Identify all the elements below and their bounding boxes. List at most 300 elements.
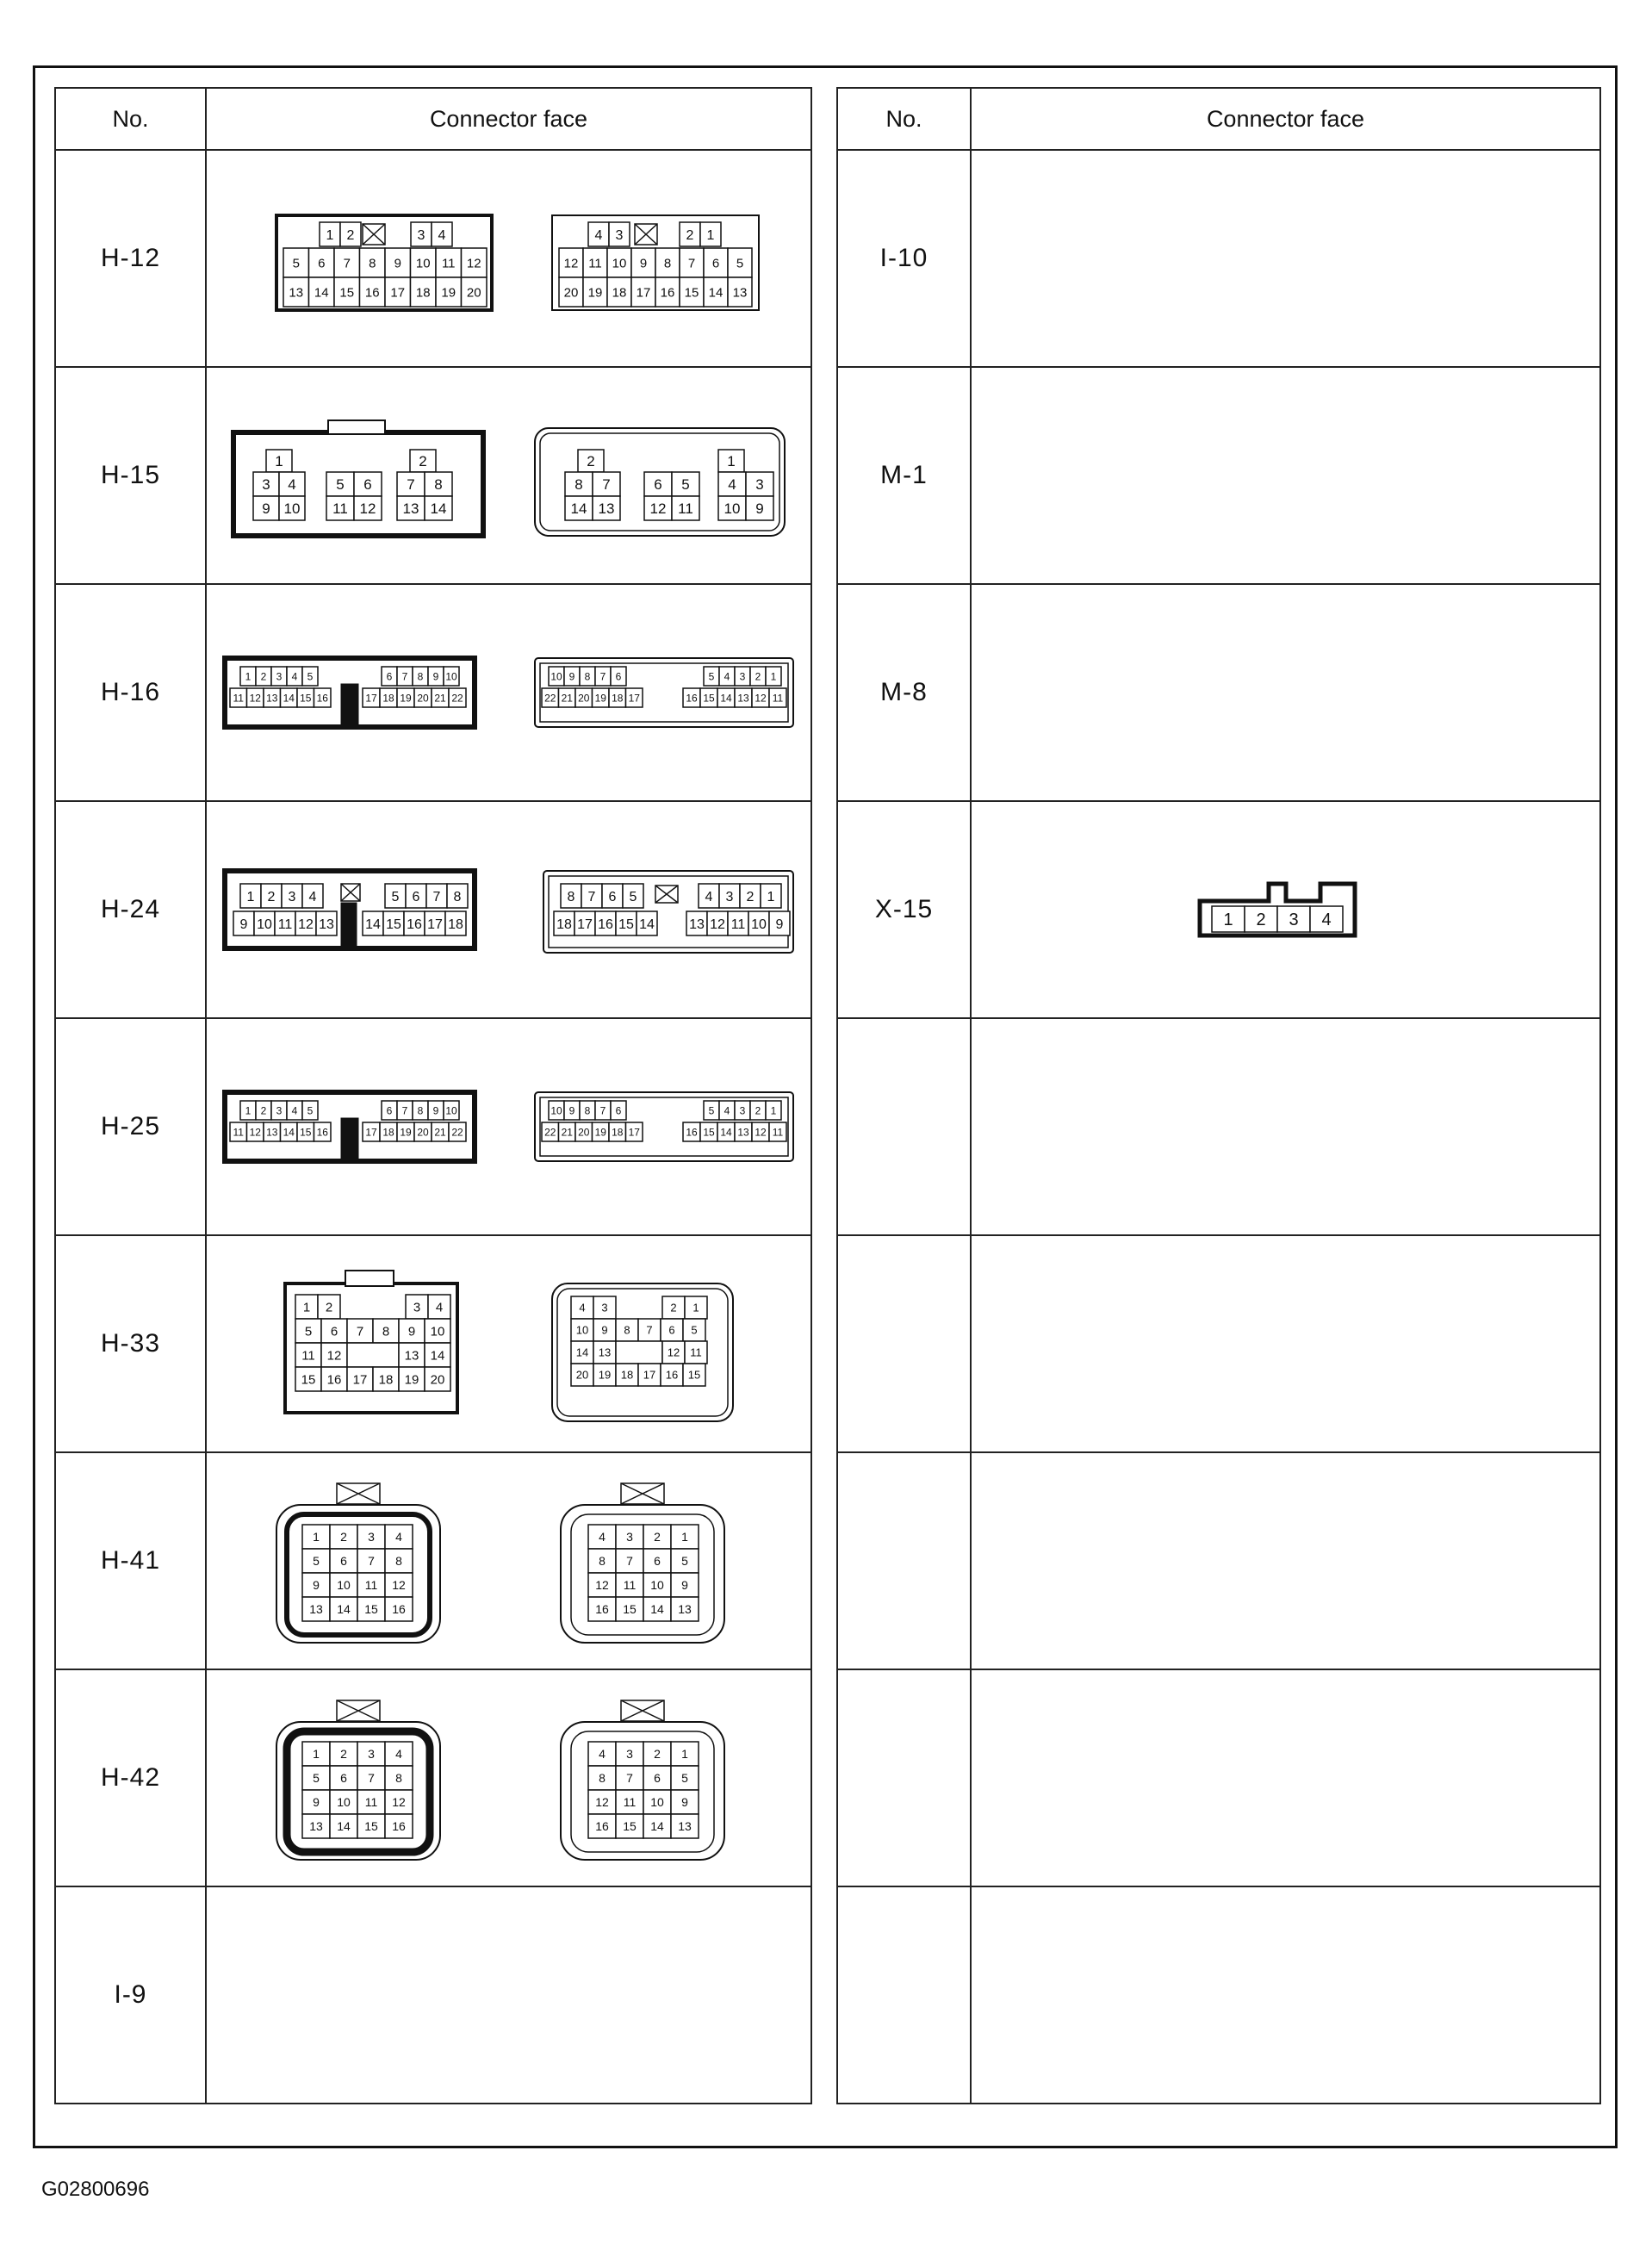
pin-number: 15 [687, 1368, 700, 1382]
table-row [837, 1886, 1600, 2104]
pin-number: 6 [363, 476, 372, 494]
pin-number: 9 [755, 500, 764, 518]
pin-number: 2 [686, 227, 693, 243]
pin-number: 12 [563, 256, 578, 271]
pin-number: 16 [391, 1602, 406, 1617]
pin-number: 10 [550, 670, 562, 683]
pin-number: 18 [382, 1126, 394, 1139]
pin-number: 3 [261, 476, 270, 494]
pin-number: 7 [406, 476, 415, 494]
pin-number: 14 [283, 692, 295, 705]
pin-number: 1 [706, 227, 714, 243]
pin-number: 9 [680, 1578, 688, 1593]
page-frame [33, 65, 1618, 2148]
pin-number: 6 [608, 889, 616, 904]
connector-face-cell [971, 367, 1600, 584]
pin-number: 6 [317, 256, 325, 271]
pin-number: 13 [598, 1346, 611, 1359]
pin-number: 19 [594, 692, 606, 705]
pin-number: 5 [680, 476, 690, 494]
pin-number: 7 [432, 889, 440, 904]
pin-number: 14 [283, 1126, 295, 1139]
pin-number: 9 [568, 1104, 574, 1117]
pin-number: 4 [598, 1530, 606, 1544]
pin-number: 7 [599, 1104, 606, 1117]
pin-number: 8 [417, 670, 423, 683]
pin-number: 12 [249, 692, 261, 705]
pin-number: 12 [754, 692, 767, 705]
pin-number: 2 [260, 1104, 266, 1117]
connector-h42 [242, 1692, 776, 1864]
pin-number: 9 [432, 670, 438, 683]
connector-number [837, 1669, 971, 1886]
pin-number: 5 [312, 1771, 320, 1786]
pin-number: 4 [291, 670, 297, 683]
pin-number: 11 [623, 1795, 636, 1810]
connector-face-cell [971, 1669, 1600, 1886]
pin-number: 11 [772, 692, 783, 705]
pin-number: 9 [312, 1578, 320, 1593]
pin-number: 13 [402, 500, 419, 518]
connector-number [837, 1452, 971, 1669]
pin-number: 17 [636, 285, 650, 301]
connector-h33 [251, 1262, 767, 1426]
pin-number: 8 [574, 476, 583, 494]
pin-number: 19 [440, 285, 456, 301]
pin-number: 10 [649, 1578, 664, 1593]
pin-number: 13 [288, 285, 303, 301]
pin-number: 2 [339, 1530, 347, 1544]
connector-number: H-15 [55, 367, 206, 584]
pin-number: 1 [767, 889, 774, 904]
pin-number: 11 [364, 1795, 377, 1810]
pin-number: 5 [304, 1324, 312, 1339]
connector-number: I-9 [55, 1886, 206, 2104]
pin-number: 5 [307, 1104, 313, 1117]
pin-number: 6 [653, 476, 662, 494]
pin-number: 9 [312, 1795, 320, 1810]
pin-number: 5 [335, 476, 345, 494]
pin-number: 11 [364, 1578, 377, 1593]
pin-number: 3 [600, 1301, 608, 1314]
pin-number: 9 [639, 256, 647, 271]
pin-number: 13 [688, 917, 705, 932]
table-row [837, 584, 1600, 801]
pin-number: 1 [326, 227, 333, 243]
pin-number: 11 [233, 692, 244, 705]
pin-number: 9 [432, 1104, 438, 1117]
pin-number: 7 [356, 1324, 363, 1339]
pin-number: 22 [450, 692, 463, 705]
pin-number: 1 [692, 1301, 699, 1314]
pin-number: 19 [598, 1368, 611, 1382]
pin-number: 4 [308, 889, 316, 904]
pin-number: 9 [568, 670, 574, 683]
pin-number: 8 [394, 1554, 402, 1569]
pin-number: 8 [394, 1771, 402, 1786]
pin-number: 11 [277, 917, 292, 932]
pin-number: 18 [378, 1372, 393, 1388]
pin-number: 6 [386, 1104, 392, 1117]
pin-number: 8 [623, 1323, 630, 1337]
pin-number: 20 [575, 1368, 588, 1382]
pin-number: 22 [543, 692, 556, 705]
pin-number: 5 [680, 1554, 688, 1569]
table-row [837, 1452, 1600, 1669]
pin-number: 2 [1255, 910, 1266, 930]
pin-number: 3 [755, 476, 764, 494]
pin-number: 13 [677, 1819, 692, 1834]
pin-number: 12 [297, 917, 314, 932]
pin-number: 1 [245, 1104, 251, 1117]
pin-number: 18 [612, 285, 626, 301]
connector-h16 [216, 637, 802, 749]
connector-number: H-42 [55, 1669, 206, 1886]
table-row [55, 1018, 811, 1235]
pin-number: 22 [450, 1126, 463, 1139]
pin-number: 14 [649, 1819, 664, 1834]
pin-number: 11 [772, 1126, 783, 1139]
pin-number: 4 [394, 1747, 402, 1762]
pin-number: 15 [363, 1819, 378, 1834]
pin-number: 10 [336, 1795, 351, 1810]
pin-number: 10 [550, 1104, 562, 1117]
pin-number: 16 [364, 285, 380, 301]
pin-number: 14 [314, 285, 329, 301]
pin-number: 17 [364, 692, 377, 705]
pin-number: 2 [755, 1104, 761, 1117]
pin-number: 13 [318, 917, 334, 932]
table-row [55, 1669, 811, 1886]
pin-number: 12 [391, 1795, 406, 1810]
pin-number: 10 [612, 256, 626, 271]
pin-number: 17 [426, 917, 443, 932]
connector-x15 [1191, 867, 1381, 953]
pin-number: 22 [543, 1126, 556, 1139]
pin-number: 20 [430, 1372, 444, 1388]
pin-number: 11 [301, 1348, 315, 1364]
pin-number: 9 [261, 500, 270, 518]
pin-number: 18 [556, 917, 572, 932]
pin-number: 14 [336, 1819, 351, 1834]
pin-number: 12 [709, 917, 725, 932]
pin-number: 18 [611, 1126, 623, 1139]
pin-number: 15 [702, 1126, 715, 1139]
pin-number: 1 [680, 1530, 688, 1544]
connector-face-header: Connector face [971, 88, 1600, 150]
pin-number: 7 [625, 1554, 633, 1569]
pin-number: 1 [770, 670, 776, 683]
pin-number: 14 [364, 917, 381, 932]
connector-face-cell [206, 1235, 811, 1452]
pin-number: 11 [441, 256, 456, 271]
pin-number: 4 [598, 1747, 606, 1762]
pin-number: 20 [577, 692, 589, 705]
pin-number: 4 [438, 227, 445, 243]
table-row [837, 801, 1600, 1018]
pin-number: 6 [339, 1771, 347, 1786]
pin-number: 4 [435, 1300, 443, 1315]
center-key [341, 684, 358, 727]
pin-number: 1 [312, 1747, 320, 1762]
connector-face-cell [971, 150, 1600, 367]
table-row [55, 1452, 811, 1669]
pin-number: 16 [316, 692, 328, 705]
pin-number: 4 [705, 889, 712, 904]
pin-number: 20 [563, 285, 578, 301]
pin-number: 4 [724, 1104, 730, 1117]
table-row [55, 801, 811, 1018]
connector-number [837, 1886, 971, 2104]
pin-number: 6 [668, 1323, 675, 1337]
connector-face-cell [206, 584, 811, 801]
pin-number: 1 [246, 889, 254, 904]
table-row [55, 367, 811, 584]
pin-number: 1 [770, 1104, 776, 1117]
pin-number: 16 [685, 692, 698, 705]
pin-number: 6 [711, 256, 719, 271]
pin-number: 14 [336, 1602, 351, 1617]
pin-number: 3 [625, 1530, 633, 1544]
pin-number: 1 [1222, 910, 1233, 930]
pin-number: 10 [444, 670, 457, 683]
pin-number: 16 [594, 1602, 609, 1617]
pin-number: 8 [584, 670, 590, 683]
pin-number: 14 [719, 1126, 732, 1139]
pin-number: 20 [416, 1126, 429, 1139]
center-key [341, 1118, 358, 1161]
pin-number: 6 [615, 1104, 621, 1117]
pin-number: 8 [567, 889, 574, 904]
pin-number: 8 [433, 476, 443, 494]
pin-number: 1 [312, 1530, 320, 1544]
pin-number: 6 [386, 670, 392, 683]
pin-number: 20 [466, 285, 481, 301]
table-row [837, 1018, 1600, 1235]
pin-number: 20 [416, 692, 429, 705]
connector-h15 [225, 407, 793, 544]
pin-number: 2 [653, 1747, 661, 1762]
pin-number: 7 [687, 256, 695, 271]
connector-number: H-24 [55, 801, 206, 1018]
pin-number: 7 [343, 256, 351, 271]
pin-number: 13 [265, 692, 277, 705]
pin-number: 9 [394, 256, 401, 271]
pin-number: 16 [391, 1819, 406, 1834]
pin-number: 15 [299, 692, 311, 705]
pin-number: 8 [417, 1104, 423, 1117]
pin-number: 4 [1320, 910, 1332, 930]
pin-number: 7 [601, 476, 611, 494]
pin-number: 3 [276, 670, 282, 683]
pin-number: 13 [677, 1602, 692, 1617]
pin-number: 13 [732, 285, 747, 301]
pin-number: 18 [611, 692, 623, 705]
pin-number: 2 [746, 889, 754, 904]
pin-number: 15 [618, 917, 634, 932]
table-row [837, 150, 1600, 367]
pin-number: 7 [599, 670, 606, 683]
pin-number: 4 [594, 227, 602, 243]
pin-number: 14 [570, 500, 587, 518]
pin-number: 5 [629, 889, 637, 904]
pin-number: 12 [326, 1348, 341, 1364]
pin-number: 12 [466, 256, 481, 271]
no-header: No. [837, 88, 971, 150]
connector-number: H-12 [55, 150, 206, 367]
latch [345, 1271, 394, 1286]
pin-number: 7 [625, 1771, 633, 1786]
pin-number: 5 [708, 670, 714, 683]
pin-number: 3 [725, 889, 733, 904]
pin-number: 19 [404, 1372, 419, 1388]
pin-number: 10 [336, 1578, 351, 1593]
connector-h24 [216, 849, 802, 970]
connector-face-cell [971, 1452, 1600, 1669]
connector-number: H-41 [55, 1452, 206, 1669]
pin-number: 13 [736, 1126, 749, 1139]
pin-number: 2 [260, 670, 266, 683]
pin-number: 17 [628, 692, 640, 705]
pin-number: 5 [690, 1323, 698, 1337]
pin-number: 8 [382, 1324, 389, 1339]
pin-number: 9 [407, 1324, 415, 1339]
header-row [837, 88, 1600, 150]
pin-number: 12 [649, 500, 666, 518]
pin-number: 15 [338, 285, 354, 301]
latch [328, 420, 385, 434]
pin-number: 5 [307, 670, 313, 683]
pin-number: 12 [359, 500, 376, 518]
pin-number: 2 [325, 1300, 332, 1315]
pin-number: 14 [575, 1346, 588, 1359]
pin-number: 17 [352, 1372, 367, 1388]
connector-number: H-16 [55, 584, 206, 801]
pin-number: 21 [433, 1126, 446, 1139]
pin-number: 6 [653, 1554, 661, 1569]
pin-number: 10 [649, 1795, 664, 1810]
pin-number: 6 [339, 1554, 347, 1569]
pin-number: 3 [615, 227, 623, 243]
pin-number: 17 [364, 1126, 377, 1139]
pin-number: 6 [330, 1324, 338, 1339]
pin-number: 9 [600, 1323, 608, 1337]
pin-number: 2 [653, 1530, 661, 1544]
pin-number: 11 [332, 500, 348, 518]
pin-number: 14 [649, 1602, 664, 1617]
pin-number: 10 [256, 917, 272, 932]
pin-number: 16 [665, 1368, 678, 1382]
pin-number: 16 [685, 1126, 698, 1139]
table-row [55, 150, 811, 367]
pin-number: 13 [308, 1602, 323, 1617]
pin-number: 16 [326, 1372, 341, 1388]
pin-number: 18 [382, 692, 394, 705]
pin-number: 15 [385, 917, 401, 932]
pin-number: 13 [308, 1819, 323, 1834]
pin-number: 12 [667, 1346, 680, 1359]
pin-number: 3 [367, 1530, 375, 1544]
pin-number: 16 [316, 1126, 328, 1139]
pin-number: 19 [587, 285, 602, 301]
pin-number: 21 [561, 692, 573, 705]
pin-number: 3 [1288, 910, 1299, 930]
pin-number: 5 [680, 1771, 688, 1786]
pin-number: 4 [291, 1104, 297, 1117]
table-row [837, 1235, 1600, 1452]
table-row [55, 1235, 811, 1452]
pin-number: 15 [301, 1372, 315, 1388]
connector-number [837, 1235, 971, 1452]
pin-number: 11 [677, 500, 693, 518]
pin-number: 10 [415, 256, 431, 271]
pin-number: 16 [660, 285, 674, 301]
pin-number: 10 [724, 500, 740, 518]
pin-number: 5 [391, 889, 399, 904]
pin-number: 3 [417, 227, 425, 243]
pin-number: 3 [625, 1747, 633, 1762]
pin-number: 3 [367, 1747, 375, 1762]
pin-number: 8 [368, 256, 376, 271]
pin-number: 12 [594, 1578, 609, 1593]
pin-number: 3 [288, 889, 295, 904]
pin-number: 5 [736, 256, 743, 271]
connector-face-cell [206, 1018, 811, 1235]
pin-number: 6 [653, 1771, 661, 1786]
connector-face-cell [206, 801, 811, 1018]
connector-face-cell [206, 1886, 811, 2104]
pin-number: 2 [339, 1747, 347, 1762]
pin-number: 21 [561, 1126, 573, 1139]
pin-number: 1 [726, 453, 736, 470]
pin-number: 15 [622, 1819, 637, 1834]
pin-number: 4 [287, 476, 296, 494]
pin-number: 8 [663, 256, 671, 271]
pin-number: 6 [412, 889, 419, 904]
connector-face-cell [971, 801, 1600, 1018]
pin-number: 12 [249, 1126, 261, 1139]
pin-number: 20 [577, 1126, 589, 1139]
pin-number: 1 [245, 670, 251, 683]
connector-face-cell [971, 1018, 1600, 1235]
pin-number: 13 [404, 1348, 419, 1364]
pin-number: 10 [575, 1323, 588, 1337]
table-row [55, 584, 811, 801]
connector-face-cell [206, 1452, 811, 1669]
pin-number: 4 [724, 670, 730, 683]
connector-table-right [836, 87, 1601, 2104]
pin-number: 17 [628, 1126, 640, 1139]
pin-number: 21 [433, 692, 446, 705]
pin-number: 15 [299, 1126, 311, 1139]
pin-number: 2 [267, 889, 275, 904]
connector-number: I-10 [837, 150, 971, 367]
connector-h12 [242, 198, 776, 319]
pin-number: 13 [265, 1126, 277, 1139]
table-row [55, 1886, 811, 2104]
pin-number: 15 [622, 1602, 637, 1617]
pin-number: 14 [430, 500, 446, 518]
pin-number: 12 [391, 1578, 406, 1593]
pin-number: 18 [620, 1368, 633, 1382]
pin-number: 2 [418, 453, 427, 470]
pin-number: 4 [578, 1301, 586, 1314]
pin-number: 8 [598, 1554, 606, 1569]
pin-number: 3 [739, 670, 745, 683]
pin-number: 1 [680, 1747, 688, 1762]
connector-face-cell [971, 1886, 1600, 2104]
pin-number: 10 [750, 917, 767, 932]
